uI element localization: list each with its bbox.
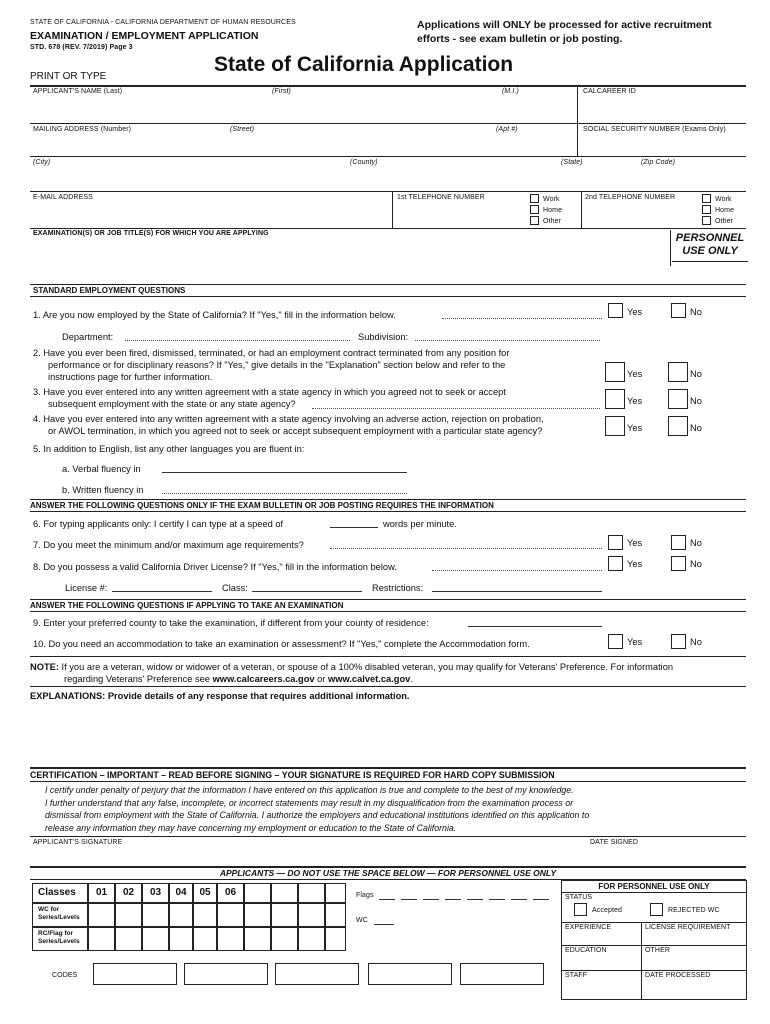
certification-heading: CERTIFICATION – IMPORTANT – READ BEFORE SIGNING – YOUR SIGNATURE IS REQUIRED FOR HARD COPY SUBMISSION xyxy=(30,770,555,780)
accepted-checkbox[interactable] xyxy=(574,903,587,916)
staff-label: STAFF xyxy=(565,972,588,979)
q7-yes-label: Yes xyxy=(627,538,643,548)
question-3-line2: subsequent employment with the state or any state agency? xyxy=(48,399,296,409)
phone2-other-checkbox[interactable] xyxy=(702,216,711,225)
date-processed-label: DATE PROCESSED xyxy=(645,972,711,979)
phone1-home-label: Home xyxy=(543,207,563,214)
q3-yes-label: Yes xyxy=(627,396,643,406)
phone2-work-checkbox[interactable] xyxy=(702,194,711,203)
q8-yes-label: Yes xyxy=(627,559,643,569)
note-text: If you are a veteran, widow or widower of a veteran, or spouse of a 100% disabled veteran, you may qualify for Veterans' Preference. For information xyxy=(61,662,674,672)
code-box-4[interactable] xyxy=(368,963,452,985)
wc-label: WC xyxy=(356,917,368,924)
exam-titles-field[interactable] xyxy=(30,240,670,280)
q10-no-label: No xyxy=(690,637,702,647)
question-6-end: words per minute. xyxy=(383,519,457,529)
label-street: (Street) xyxy=(230,126,255,133)
flags-label: Flags xyxy=(356,892,374,899)
question-7: 7. Do you meet the minimum and/or maximum age requirements? xyxy=(33,540,304,550)
classes-label: Classes xyxy=(38,887,76,898)
department-label: Department: xyxy=(62,332,114,342)
question-2-line1: 2. Have you ever been fired, dismissed, terminated, or had an employment contract terminated from any position for xyxy=(33,348,510,358)
wc-series-label: WC for Series/Levels xyxy=(38,906,80,921)
typing-speed-field[interactable] xyxy=(330,527,378,528)
veterans-note-line2: regarding Veterans' Preference see www.calcareers.ca.gov or www.calvet.ca.gov. xyxy=(64,674,413,684)
q8-no-checkbox[interactable] xyxy=(671,556,686,571)
verbal-fluency-field[interactable] xyxy=(162,472,407,473)
q3-no-label: No xyxy=(690,396,702,406)
label-email: E-MAIL ADDRESS xyxy=(33,194,93,201)
rejected-checkbox[interactable] xyxy=(650,903,663,916)
form-type: EXAMINATION / EMPLOYMENT APPLICATION xyxy=(30,30,259,42)
q1-no-checkbox[interactable] xyxy=(671,303,686,318)
explanations-label: EXPLANATIONS: Provide details of any response that requires additional information. xyxy=(30,691,410,701)
q1-no-label: No xyxy=(690,307,702,317)
explanations-field[interactable] xyxy=(30,704,746,764)
restrictions-field[interactable] xyxy=(432,591,602,592)
calcareers-link[interactable]: www.calcareers.ca.gov xyxy=(212,674,315,684)
question-2-line2: performance or for disciplinary reasons? If "Yes," give details in the "Explanation" section below and refer to the xyxy=(48,360,506,370)
note-label: NOTE: xyxy=(30,662,59,672)
experience-label: EXPERIENCE xyxy=(565,924,612,931)
name-field[interactable] xyxy=(30,97,576,121)
address-field[interactable] xyxy=(30,134,576,154)
label-county: (County) xyxy=(350,159,378,166)
code-box-2[interactable] xyxy=(184,963,268,985)
written-fluency-field[interactable] xyxy=(162,493,407,494)
q7-yes-checkbox[interactable] xyxy=(608,535,623,550)
phone1-field[interactable] xyxy=(395,203,525,225)
q4-no-label: No xyxy=(690,423,702,433)
q8-no-label: No xyxy=(690,559,702,569)
label-phone-1: 1st TELEPHONE NUMBER xyxy=(397,194,485,201)
city-field[interactable] xyxy=(30,168,746,190)
phone2-other-label: Other xyxy=(715,218,734,225)
label-ssn: SOCIAL SECURITY NUMBER (Exams Only) xyxy=(583,126,726,133)
q2-no-label: No xyxy=(690,369,702,379)
license-number-field[interactable] xyxy=(112,591,212,592)
rejected-label: REJECTED WC xyxy=(668,907,720,914)
q3-yes-checkbox[interactable] xyxy=(605,389,625,409)
phone2-home-label: Home xyxy=(715,207,735,214)
restrictions-label: Restrictions: xyxy=(372,583,424,593)
license-number-label: License #: xyxy=(65,583,108,593)
exam-heading: ANSWER THE FOLLOWING QUESTIONS IF APPLYING TO TAKE AN EXAMINATION xyxy=(30,601,344,610)
question-6-start: 6. For typing applicants only: I certify I can type at a speed of xyxy=(33,519,284,529)
label-city: (City) xyxy=(33,159,51,166)
ssn-field[interactable] xyxy=(580,134,746,154)
label-zip: (Zip Code) xyxy=(641,159,676,166)
q10-yes-checkbox[interactable] xyxy=(608,634,623,649)
label-state: (State) xyxy=(561,159,583,166)
q2-no-checkbox[interactable] xyxy=(668,362,688,382)
label-name-first: (First) xyxy=(272,88,291,95)
q7-no-checkbox[interactable] xyxy=(671,535,686,550)
q4-yes-checkbox[interactable] xyxy=(605,416,625,436)
print-or-type: PRINT OR TYPE xyxy=(30,71,107,82)
phone2-home-checkbox[interactable] xyxy=(702,205,711,214)
personnel-use-only-line1: PERSONNEL xyxy=(675,232,745,244)
class-04: 04 xyxy=(175,887,187,898)
accepted-label: Accepted xyxy=(592,907,622,914)
label-apt: (Apt #) xyxy=(496,126,518,133)
q7-no-label: No xyxy=(690,538,702,548)
question-5: 5. In addition to English, list any other languages you are fluent in: xyxy=(33,444,305,454)
class-01: 01 xyxy=(95,887,108,898)
signature-label: APPLICANT'S SIGNATURE xyxy=(33,839,123,846)
verbal-fluency-label: a. Verbal fluency in xyxy=(62,464,141,474)
question-8: 8. Do you possess a valid California Driver License? If "Yes," fill in the information below. xyxy=(33,562,397,572)
code-box-3[interactable] xyxy=(275,963,359,985)
code-box-1[interactable] xyxy=(93,963,177,985)
for-personnel-label: FOR PERSONNEL USE ONLY xyxy=(598,882,710,891)
phone2-work-label: Work xyxy=(715,196,732,203)
written-fluency-label: b. Written fluency in xyxy=(62,485,144,495)
notice-line-1: Applications will ONLY be processed for active recruitment xyxy=(417,19,712,31)
phone1-other-label: Other xyxy=(543,218,562,225)
label-name-mi: (M.I.) xyxy=(502,88,519,95)
label-name-last: APPLICANT'S NAME (Last) xyxy=(33,88,123,95)
veterans-note-line1 xyxy=(30,661,750,673)
q2-yes-label: Yes xyxy=(627,369,643,379)
personnel-banner: APPLICANTS — DO NOT USE THE SPACE BELOW — FOR PERSONNEL USE ONLY xyxy=(219,868,557,878)
label-phone-2: 2nd TELEPHONE NUMBER xyxy=(585,194,676,201)
license-class-label: Class: xyxy=(222,583,248,593)
rc-flag-label: RC/Flag for Series/Levels xyxy=(38,930,80,945)
class-03: 03 xyxy=(149,887,162,898)
label-exam-titles: EXAMINATION(S) OR JOB TITLE(S) FOR WHICH YOU ARE APPLYING xyxy=(33,230,269,237)
agency-line: STATE OF CALIFORNIA - CALIFORNIA DEPARTMENT OF HUMAN RESOURCES xyxy=(30,19,296,26)
email-field[interactable] xyxy=(30,203,390,225)
class-02: 02 xyxy=(122,887,135,898)
q4-no-checkbox[interactable] xyxy=(668,416,688,436)
phone1-home-checkbox[interactable] xyxy=(530,205,539,214)
status-label: STATUS xyxy=(565,894,593,901)
question-3-line1: 3. Have you ever entered into any written agreement with a state agency in which you agreed not to seek or accept xyxy=(33,387,506,397)
education-label: EDUCATION xyxy=(565,947,607,954)
license-class-field[interactable] xyxy=(252,591,362,592)
page-title: State of California Application xyxy=(214,53,514,76)
q10-no-checkbox[interactable] xyxy=(671,634,686,649)
q2-yes-checkbox[interactable] xyxy=(605,362,625,382)
question-1: 1. Are you now employed by the State of California? If "Yes," fill in the information below. xyxy=(33,310,396,320)
calcareer-id-field[interactable] xyxy=(580,97,746,121)
wc-field[interactable] xyxy=(374,924,394,925)
certification-text: I certify under penalty of perjury that the information I have entered on this application is true and complete to the best of my knowledge. I further understand that any false, incomplete, or incorrect statements may result in my disqualification from the examination process or dismissal from employment with the State of California. I authorize the employers and educational institutions identified on this application to release any information they may have concerning my employment or education to the State of California. xyxy=(45,785,590,833)
q3-no-checkbox[interactable] xyxy=(668,389,688,409)
phone1-work-label: Work xyxy=(543,196,560,203)
phone1-work-checkbox[interactable] xyxy=(530,194,539,203)
bulletin-heading: ANSWER THE FOLLOWING QUESTIONS ONLY IF THE EXAM BULLETIN OR JOB POSTING REQUIRES THE INFORMATION xyxy=(30,501,494,510)
q4-yes-label: Yes xyxy=(627,423,643,433)
code-box-5[interactable] xyxy=(460,963,544,985)
signature-field[interactable] xyxy=(30,848,570,864)
notice-line-2: efforts - see exam bulletin or job posting. xyxy=(417,33,623,45)
license-req-label: LICENSE REQUIREMENT xyxy=(645,924,731,931)
q1-yes-checkbox[interactable] xyxy=(608,303,623,318)
question-4-line2: or AWOL termination, in which you agreed not to seek or accept subsequent employment with a particular state agency? xyxy=(48,426,543,436)
codes-label: CODES xyxy=(52,972,78,979)
question-2-line3: instructions page for further information. xyxy=(48,372,213,382)
date-signed-label: DATE SIGNED xyxy=(590,839,639,846)
label-mailing-number: MAILING ADDRESS (Number) xyxy=(33,126,132,133)
phone2-field[interactable] xyxy=(584,203,698,225)
question-9: 9. Enter your preferred county to take the examination, if different from your county of residence: xyxy=(33,618,429,628)
preferred-county-field[interactable] xyxy=(468,626,602,627)
q8-yes-checkbox[interactable] xyxy=(608,556,623,571)
label-calcareer-id: CALCAREER ID xyxy=(583,88,636,95)
form-number: STD. 678 (REV. 7/2019) Page 3 xyxy=(30,44,133,51)
calvet-link[interactable]: www.calvet.ca.gov xyxy=(327,674,411,684)
subdivision-label: Subdivision: xyxy=(358,332,409,342)
phone1-other-checkbox[interactable] xyxy=(530,216,539,225)
class-05: 05 xyxy=(199,887,211,898)
question-4-line1: 4. Have you ever entered into any written agreement with a state agency involving an adverse action, rejection on probation, xyxy=(33,414,544,424)
other-label: OTHER xyxy=(645,947,670,954)
class-06: 06 xyxy=(224,887,237,898)
standard-heading: STANDARD EMPLOYMENT QUESTIONS xyxy=(33,286,186,295)
q1-yes-label: Yes xyxy=(627,307,643,317)
question-10: 10. Do you need an accommodation to take an examination or assessment? If "Yes," complete the Accommodation form. xyxy=(33,639,530,649)
date-signed-field[interactable] xyxy=(585,848,745,864)
personnel-use-only-box xyxy=(672,232,748,262)
q10-yes-label: Yes xyxy=(627,637,643,647)
personnel-use-only-line2: USE ONLY xyxy=(682,245,738,257)
